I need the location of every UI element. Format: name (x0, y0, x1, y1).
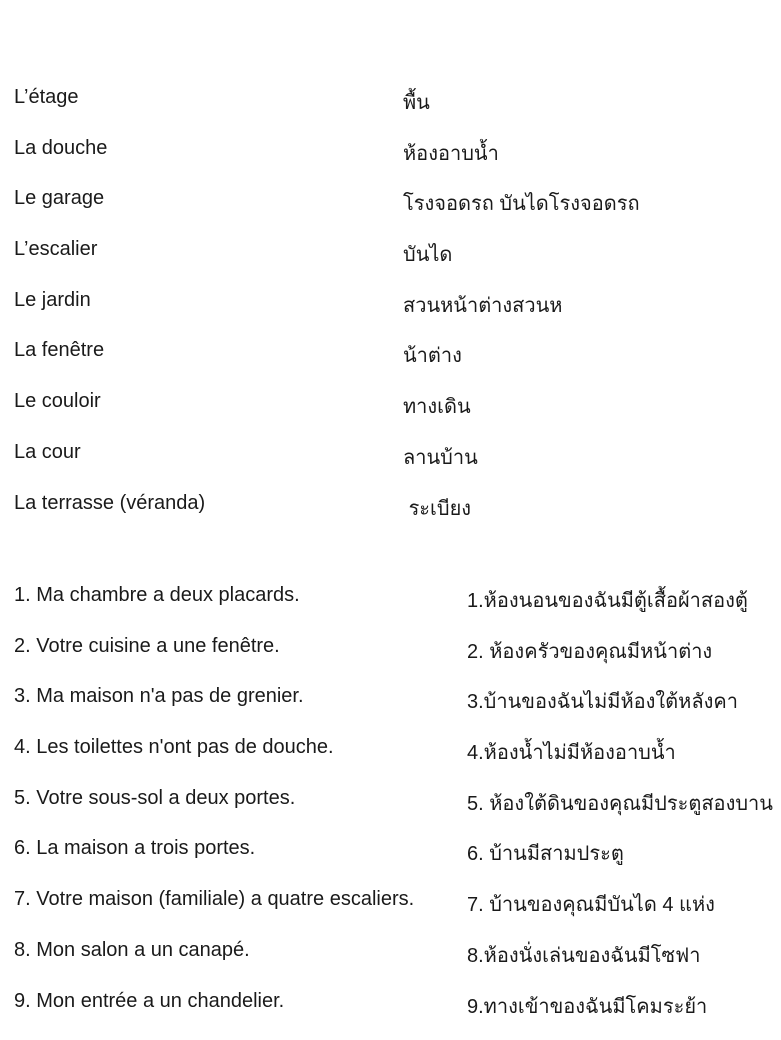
vocab-french-term: Le couloir (14, 390, 101, 413)
vocab-row (14, 86, 781, 137)
vocab-thai-translation: ระเบียง (403, 492, 471, 524)
sentence-row (14, 685, 781, 736)
vocab-row (14, 187, 781, 238)
sentence-french: 8. Mon salon a un canapé. (14, 939, 250, 962)
sentence-thai: 7. บ้านของคุณมีบันได 4 แห่ง (467, 888, 715, 920)
sentence-row (14, 736, 781, 787)
sentence-french: 5. Votre sous-sol a deux portes. (14, 787, 295, 810)
sentence-thai: 9.ทางเข้าของฉันมีโคมระย้า (467, 990, 707, 1022)
vocab-row (14, 238, 781, 289)
vocab-thai-translation: น้าต่าง (403, 339, 462, 371)
sentence-thai: 1.ห้องนอนของฉันมีตู้เสื้อผ้าสองตู้ (467, 584, 748, 616)
vocab-thai-translation: ทางเดิน (403, 390, 471, 422)
sentence-row (14, 888, 781, 939)
vocab-french-term: La fenêtre (14, 339, 104, 362)
sentence-french: 3. Ma maison n'a pas de grenier. (14, 685, 304, 708)
sentence-list (14, 584, 781, 1040)
vocab-french-term: L’escalier (14, 238, 97, 261)
vocab-row (14, 492, 781, 543)
sentence-row (14, 939, 781, 990)
vocab-french-term: Le jardin (14, 289, 91, 312)
vocab-thai-translation: สวนหน้าต่างสวนห (403, 289, 562, 321)
vocab-french-term: L’étage (14, 86, 79, 109)
vocab-row (14, 289, 781, 340)
sentence-french: 4. Les toilettes n'ont pas de douche. (14, 736, 334, 759)
sentence-thai: 4.ห้องน้ำไม่มีห้องอาบน้ำ (467, 736, 676, 768)
vocab-row (14, 339, 781, 390)
vocab-french-term: Le garage (14, 187, 104, 210)
vocab-row (14, 441, 781, 492)
vocab-french-term: La cour (14, 441, 81, 464)
vocab-thai-translation: ลานบ้าน (403, 441, 478, 473)
sentence-thai: 6. บ้านมีสามประตู (467, 837, 624, 869)
vocabulary-list (14, 86, 781, 542)
sentence-thai: 2. ห้องครัวของคุณมีหน้าต่าง (467, 635, 712, 667)
sentence-row (14, 990, 781, 1040)
sentence-row (14, 787, 781, 838)
vocab-thai-translation: พื้น (403, 86, 430, 118)
sentence-french: 2. Votre cuisine a une fenêtre. (14, 635, 280, 658)
sentence-french: 9. Mon entrée a un chandelier. (14, 990, 284, 1013)
vocab-thai-translation: บันได (403, 238, 452, 270)
vocab-thai-translation: ห้องอาบน้ำ (403, 137, 499, 169)
vocab-row (14, 137, 781, 188)
sentence-french: 7. Votre maison (familiale) a quatre escaliers. (14, 888, 414, 911)
sentence-thai: 5. ห้องใต้ดินของคุณมีประตูสองบาน (467, 787, 773, 819)
vocab-row (14, 390, 781, 441)
sentence-french: 6. La maison a trois portes. (14, 837, 255, 860)
sentence-row (14, 584, 781, 635)
sentence-thai: 8.ห้องนั่งเล่นของฉันมีโซฟา (467, 939, 700, 971)
sentence-thai: 3.บ้านของฉันไม่มีห้องใต้หลังคา (467, 685, 738, 717)
vocab-thai-translation: โรงจอดรถ บันไดโรงจอดรถ (403, 187, 640, 219)
sentence-row (14, 635, 781, 686)
sentence-row (14, 837, 781, 888)
vocab-french-term: La terrasse (véranda) (14, 492, 205, 515)
vocab-french-term: La douche (14, 137, 107, 160)
sentence-french: 1. Ma chambre a deux placards. (14, 584, 300, 607)
